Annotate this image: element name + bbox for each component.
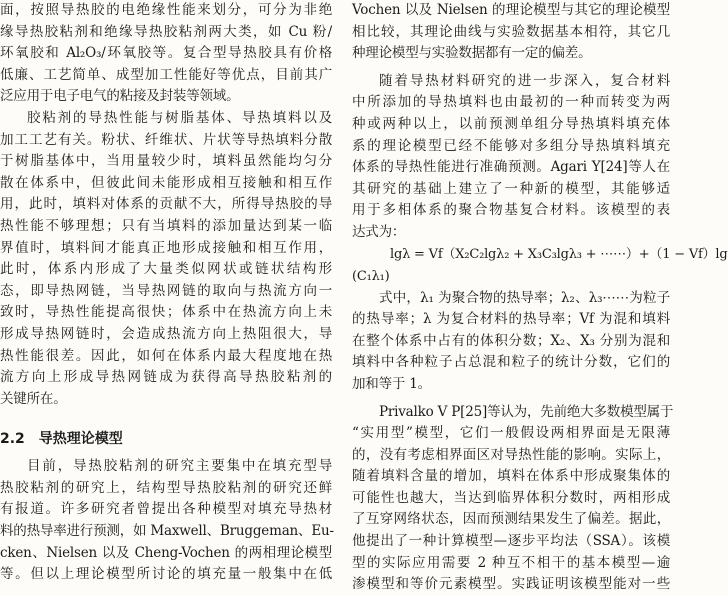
right-paragraph-1: [352, 0, 670, 65]
text-line: 中所添加的导热填料也由最初的一种而转变为两: [352, 94, 670, 111]
text-line: 填料中各种粒子占总混和粒子的统计分数，它们的: [352, 354, 670, 371]
left-paragraph-2: [0, 108, 332, 410]
text-line: 态，即导热网链，当导热网链的取向与热流方向一: [0, 282, 332, 299]
text-line: 渗模型和等价元素模型。实践证明该模型能对一些: [352, 576, 670, 593]
text-line: 流方向上形成导热网链成为获得高导热胶粘剂的: [0, 369, 332, 386]
text-line: 种理论模型与实验数据都有一定的偏差。: [352, 45, 592, 62]
text-line: 于树脂基体中，当用量较少时，填料虽然能均匀分: [0, 153, 332, 170]
text-line: 用，此时，填料对体系的贡献不大，所得导热胶的导: [0, 196, 332, 213]
text-line: 在整个体系中占有的体积分数；X₂、X₃ 分别为混和: [352, 332, 670, 349]
text-line: 可能性也越大，当达到临界体积分数时，两相形成: [352, 489, 670, 506]
text-line: 热性能很差。因此，如何在体系内最大程度地在热: [0, 347, 332, 364]
text-line: 形成导热网链时，会造成热流方向上热阻很大，导: [0, 325, 332, 342]
text-line: 随着导热材料研究的进一步深入，复合材料: [379, 72, 670, 89]
left-paragraph-1: [0, 0, 332, 108]
formula: [352, 244, 728, 288]
right-column: [352, 0, 728, 596]
left-column: [0, 0, 332, 586]
formula-line-continued: (C₁λ₁): [352, 268, 390, 284]
text-line: 等。但以上理论模型所讨论的填充量一般集中在低: [0, 566, 332, 583]
text-line: Vochen 以及 Nielsen 的理论模型与其它的理论模型: [352, 2, 670, 18]
text-line: 此时，体系内形成了大量类似网状或链状结构形: [0, 261, 332, 278]
text-line: cken、Nielsen 以及 Cheng-Vochen 的两相理论模型: [0, 544, 332, 561]
text-line: 有报道。许多研究者曾提出各种模型对填充导热材: [0, 501, 332, 518]
text-line: 的，没有考虑相界面区对导热性能的影响。实际上，: [352, 446, 670, 463]
text-line: 用于多相体系的聚合物基复合材料。该模型的表: [352, 202, 670, 219]
text-line: 式中，λ₁ 为聚合物的热导率；λ₂、λ₃⋯⋯为粒子: [379, 289, 670, 306]
text-line: 相比较，其理论曲线与实验数据基本相符，其它几: [352, 23, 670, 40]
text-line: 的热导率；λ 为复合材料的热导率；Vf 为混和填料: [352, 311, 670, 328]
text-line: 达式为：: [352, 223, 406, 240]
text-line: 胶粘剂的导热性能与树脂基体、导热填料以及: [27, 109, 332, 126]
text-line: 料的热导率进行预测，如 Maxwell、Bruggeman、Eu-: [0, 523, 334, 540]
left-paragraph-3: [0, 456, 332, 586]
section-heading: 2.2 导热理论模型: [0, 431, 123, 448]
text-line: 种或两种以上，以前预测单组分导热填料填充体: [352, 115, 670, 132]
text-line: 关键所在。: [0, 390, 67, 407]
text-line: 面，按照导热胶的电绝缘性能来划分，可分为非绝: [0, 2, 332, 18]
right-paragraph-3: [352, 288, 670, 396]
right-paragraph-2: [352, 71, 670, 244]
text-line: 其研究的基础上建立了一种新的模型，其能够适: [352, 180, 670, 197]
text-line: Privalko V P[25]等认为，先前绝大多数模型属于: [379, 403, 674, 420]
text-line: 热性能不够理想；只有当填料的添加量达到某一临: [0, 217, 332, 234]
text-line: 加和等于 1。: [352, 375, 431, 392]
text-line: 体系的导热性能进行准确预测。Agari Y[24]等人在: [352, 159, 670, 176]
text-line: 目前，导热胶粘剂的研究主要集中在填充型导: [27, 458, 332, 475]
text-line: 致时，导热性能提高很快；体系中在热流方向上未: [0, 304, 332, 321]
text-line: 泛应用于电子电气的粘接及封装等领域。: [0, 88, 240, 105]
text-line: 型的实际应用需要 2 种互不相干的基本模型—逾: [352, 554, 670, 571]
text-line: 界值时，填料间才能真正地形成接触和相互作用，: [0, 239, 332, 256]
text-line: 他提出了一种计算模型—逐步平均法（SSA）。该模: [352, 533, 670, 550]
text-line: 环氧胶和 Al₂O₃/环氧胶等。复合型导热胶具有价格: [0, 45, 332, 62]
text-line: 了互穿网络状态，因而预测结果发生了偏差。据此，: [352, 511, 670, 528]
formula-line: lgλ = Vf（X₂C₂lgλ₂ + X₃C₃lgλ₃ + ⋯⋯）+（1 − Vf）lg: [390, 246, 728, 262]
text-line: 低廉、工艺简单、成型加工性能好等优点，目前其广: [0, 66, 332, 83]
text-line: “实用型”模型，它们一般假设两相界面是无限薄: [352, 425, 670, 442]
text-line: 缘导热胶粘剂和绝缘导热胶粘剂两大类，如 Cu 粉/: [0, 23, 332, 40]
text-line: 热胶粘剂的研究上，结构型导热胶粘剂的研究还鲜: [0, 479, 332, 496]
text-line: 系的理论模型已经不能够对多组分导热填料填充: [352, 137, 670, 154]
text-line: 散在体系中，但彼此间未能形成相互接触和相互作: [0, 174, 332, 191]
text-line: 随着填料含量的增加，填料在体系中形成聚集体的: [352, 468, 670, 485]
right-paragraph-4: [352, 402, 674, 596]
text-line: 加工工艺有关。粉状、纤维状、片状等导热填料分散: [0, 131, 332, 148]
